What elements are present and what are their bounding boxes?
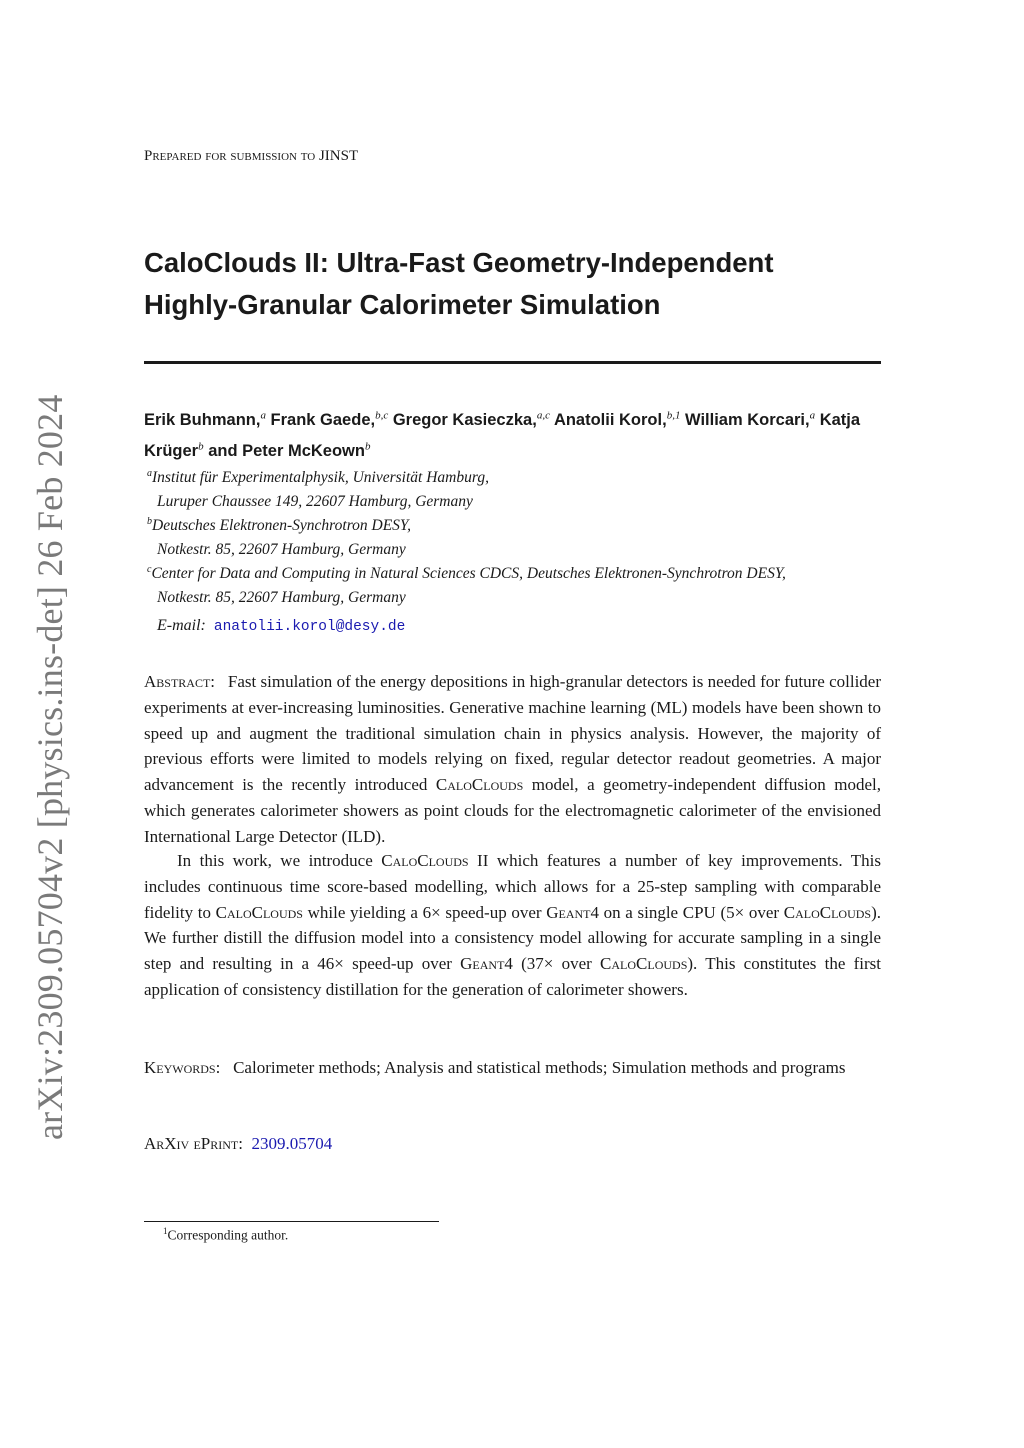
paper-title-line-1: CaloClouds II: Ultra-Fast Geometry-Independent [144, 247, 774, 278]
affiliation-a: $^a$Institut für Experimentalphysik, Universität Hamburg, Luruper Chaussee 149, 22607 Hamburg, Germany [147, 468, 489, 511]
abstract-paragraph-2: In this work, we introduce CaloClouds II which features a number of key improvements. This includes continuous time score-based modelling, which allows for a 25-step sampling with comparable fidelity to CaloClouds while yielding a 6× speed-up over Geant4 on a single CPU (5× over CaloClouds). We further distill the diffusion model into a consistency model allowing for accurate sampling in a single step and resulting in a 46× speed-up over Geant4 (37× over CaloClouds). This constitutes the first application of consistency distillation for the generation of calorimeter showers. [144, 851, 881, 999]
title-rule [144, 361, 881, 364]
footnote-rule [144, 1221, 439, 1222]
footnote: $^1$Corresponding author. [163, 1226, 289, 1243]
abstract-label: Abstract: [144, 672, 216, 691]
abstract-paragraph-1: Abstract: Fast simulation of the energy depositions in high-granular detectors is needed for future collider experiments at ever-increasing luminosities. Generative machine learning (ML) models have been shown to speed up and augment the traditional simulation chain in physics analysis. However, the majority of previous efforts were limited to models relying on fixed, regular detector readout geometries. A major advancement is the recently introduced CaloClouds model, a geometry-independent diffusion model, which generates calorimeter showers as point clouds for the electromagnetic calorimeter of the envisioned International Large Detector (ILD). [144, 672, 881, 846]
affiliation-c: $^c$Center for Data and Computing in Natural Sciences CDCS, Deutsches Elektronen-Synchrotron DESY, Notkestr. 85, 22607 Hamburg, Germany [147, 564, 786, 607]
author: Anatolii Korol,$^{b,1}$ [553, 409, 681, 429]
journal-preparation-note: Prepared for submission to JINST [144, 148, 359, 164]
contact-email: E-mail: anatolii.korol@desy.de [157, 617, 406, 635]
arxiv-identifier-stamp: arXiv:2309.05704v2 [physics.ins-det] 26 Feb 2024 [30, 394, 70, 1140]
eprint-label: ArXiv ePrint: [144, 1134, 243, 1153]
affiliation-b: $^b$Deutsches Elektronen-Synchrotron DESY, Notkestr. 85, 22607 Hamburg, Germany [147, 516, 412, 559]
keywords-text: Calorimeter methods; Analysis and statistical methods; Simulation methods and programs [233, 1058, 846, 1077]
author: and Peter McKeown$^b$ [208, 440, 371, 460]
author: William Korcari,$^a$ [685, 409, 816, 429]
author: Gregor Kasieczka,$^{a,c}$ [392, 409, 550, 429]
eprint-link[interactable]: 2309.05704 [251, 1134, 333, 1153]
author-list [144, 402, 884, 465]
author: Katja Krüger$^b$ [144, 410, 861, 460]
keywords [144, 1055, 881, 1081]
author: Frank Gaede,$^{b,c}$ [270, 409, 389, 429]
paper-title-line-2: Highly-Granular Calorimeter Simulation [144, 289, 661, 320]
paper-title [144, 242, 884, 326]
keywords-label: Keywords: [144, 1058, 221, 1077]
author: Erik Buhmann,$^a$ [144, 409, 266, 429]
arxiv-eprint [144, 1134, 332, 1154]
email-link[interactable]: anatolii.korol@desy.de [213, 619, 406, 635]
